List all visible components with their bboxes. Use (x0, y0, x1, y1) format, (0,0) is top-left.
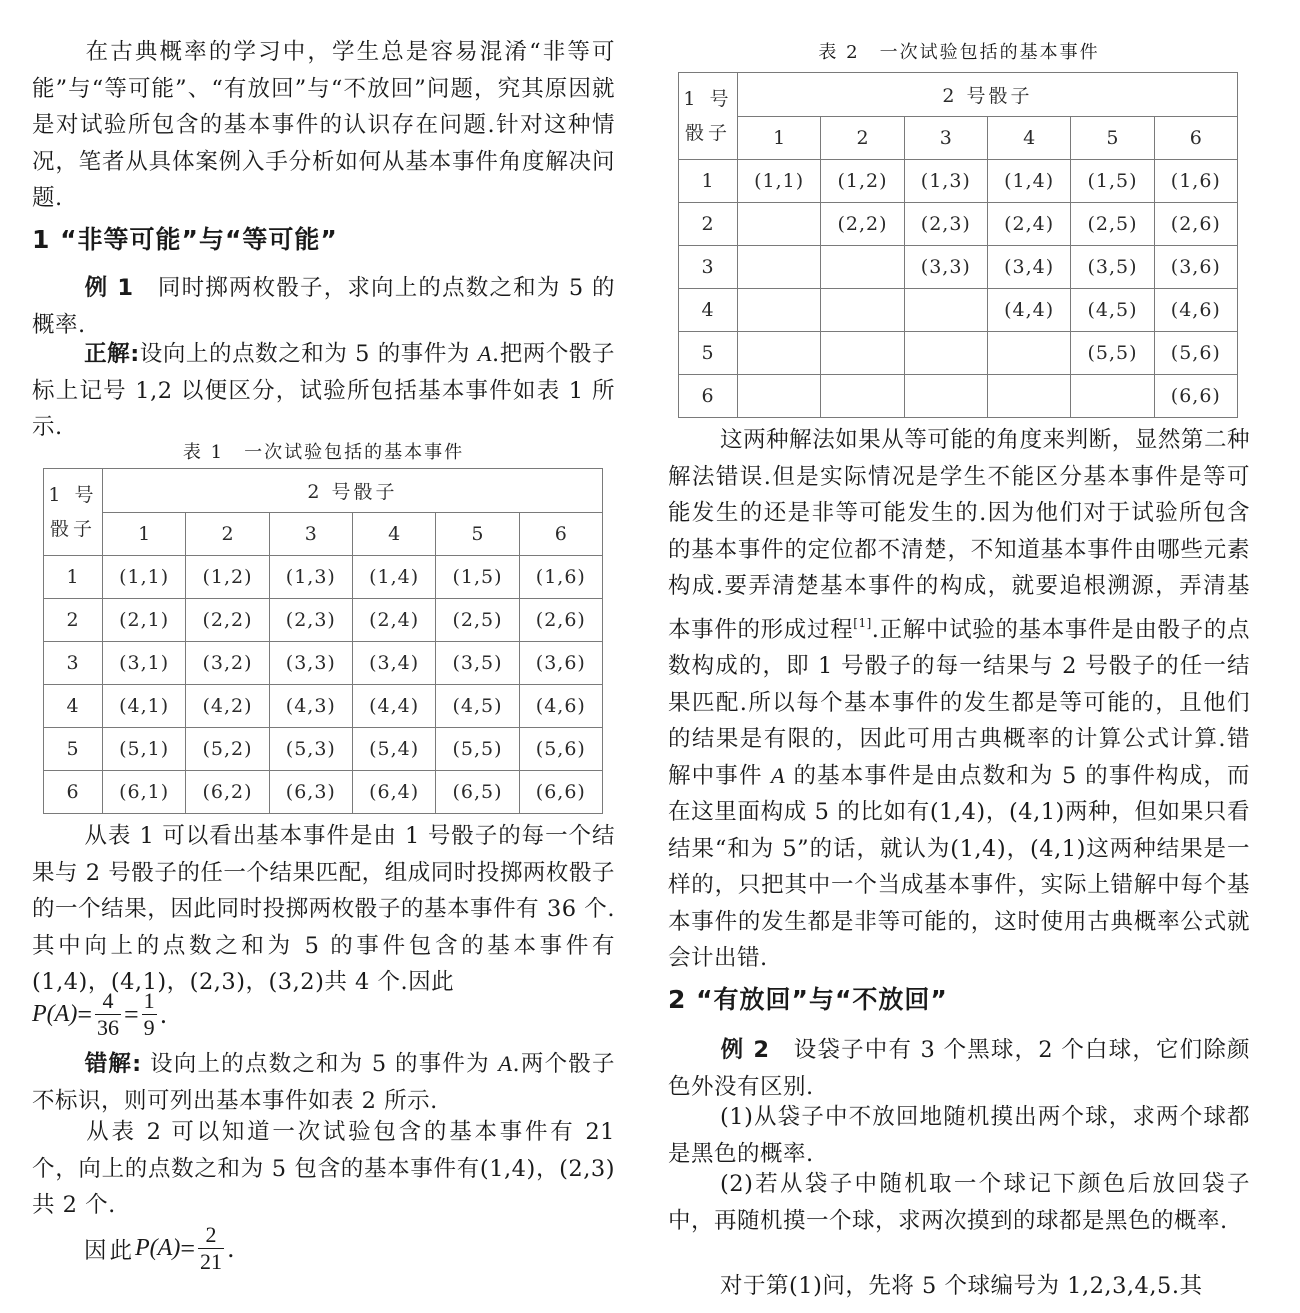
outcome-cell (738, 375, 821, 418)
table-row (679, 289, 1238, 332)
table-row (44, 642, 603, 685)
column-header: 2 (821, 117, 904, 160)
outcome-cell: (1,3) (904, 160, 987, 203)
outcome-cell: (5,3) (269, 728, 352, 771)
outcome-cell (738, 246, 821, 289)
column-header: 1 (738, 117, 821, 160)
table-1-analysis: 从表 1 可以看出基本事件是由 1 号骰子的每一个结果与 2 号骰子的任一个结果匹配，组成同时投掷两枚骰子的一个结果，因此同时投掷两枚骰子的基本事件有 36 个.其中向上的点数之和为 5 的事件包含的基本事件有(1,4)，(4,1)，(2,3)，(3,2)共 4 个.因此 (32, 823, 615, 995)
formula-probability-wrong: 因此 P(A) = $\frac{2}{21}$ . (84, 1222, 235, 1274)
outcome-cell: (4,4) (352, 685, 435, 728)
outcome-cell: (3,5) (436, 642, 519, 685)
fraction-1-9: $\frac{1}{9}$ (143, 988, 155, 1040)
row-header: 2 (679, 203, 738, 246)
outcome-cell: (4,6) (1154, 289, 1237, 332)
row-header: 1 (679, 160, 738, 203)
table-row (679, 375, 1238, 418)
column-header: 6 (519, 513, 602, 556)
outcome-cell: (5,4) (352, 728, 435, 771)
outcome-cell: (1,4) (352, 556, 435, 599)
outcome-cell (987, 375, 1070, 418)
table-2-caption: 表 2 一次试验包括的基本事件 (818, 42, 1100, 63)
row-header: 4 (44, 685, 103, 728)
row-header: 3 (44, 642, 103, 685)
section-1-title: 1 “非等可能”与“等可能” (32, 225, 338, 254)
corner-header: 1 号 骰子 (44, 469, 103, 556)
column-header: 2 (186, 513, 269, 556)
outcome-cell (1071, 375, 1154, 418)
correct-solution-label: 正解: (84, 341, 140, 367)
outcome-cell: (1,1) (103, 556, 186, 599)
column-header-row (44, 513, 603, 556)
intro-paragraph: 在古典概率的学习中，学生总是容易混淆“非等可能”与“等可能”、“有放回”与“不放回”问题，究其原因就是对试验所包含的基本事件的认识存在问题.针对这种情况，笔者从具体案例入手分析如何从基本事件角度解决问题. (32, 39, 615, 211)
question-2: (2)若从袋子中随机取一个球记下颜色后放回袋子中，再随机摸一个球，求两次摸到的球都是黑色的概率. (668, 1171, 1250, 1234)
outcome-cell: (2,1) (103, 599, 186, 642)
outcome-cell: (2,3) (269, 599, 352, 642)
outcome-cell: (1,4) (987, 160, 1070, 203)
outcome-cell (821, 375, 904, 418)
outcome-cell: (1,6) (519, 556, 602, 599)
outcome-cell: (3,2) (186, 642, 269, 685)
outcome-cell: (6,2) (186, 771, 269, 814)
example-1-label: 例 1 (84, 275, 134, 301)
table-row (679, 332, 1238, 375)
table-row (44, 728, 603, 771)
table-row (679, 246, 1238, 289)
table-row (44, 556, 603, 599)
outcome-cell: (2,4) (352, 599, 435, 642)
outcome-cell: (1,2) (821, 160, 904, 203)
fraction-2-21: $\frac{2}{21}$ (200, 1222, 222, 1274)
discussion-paragraph: 这两种解法如果从等可能的角度来判断，显然第二种解法错误.但是实际情况是学生不能区分基本事件是等可能发生的还是非等可能发生的.因为他们对于试验所包含的基本事件的定位都不清楚，不知道基本事件由哪些元素构成.要弄清楚基本事件的构成，就要追根溯源，弄清基本事件的形成过程[1].正解中试验的基本事件是由骰子的点数构成的，即 1 号骰子的每一结果与 2 号骰子的任一结果匹配.所以每个基本事件的发生都是等可能的，且他们的结果是有限的，因此可用古典概率的计算公式计算.错解中事件 A 的基本事件是由点数和为 5 的事件构成，而在这里面构成 5 的比如有(1,4)，(4,1)两种，但如果只看结果“和为 5”的话，就认为(1,4)，(4,1)这两种结果是一样的，只把其中一个当成基本事件，实际上错解中每个基本事件的发生都是非等可能的，这时使用古典概率公式就会计出错. (668, 427, 1250, 971)
outcome-cell: (1,2) (186, 556, 269, 599)
outcome-cell (821, 332, 904, 375)
outcome-cell: (2,5) (1071, 203, 1154, 246)
formula-probability-correct: P(A) = $\frac{4}{36}$ = $\frac{1}{9}$ . (32, 988, 168, 1040)
outcome-cell: (2,2) (821, 203, 904, 246)
outcome-cell: (3,5) (1071, 246, 1154, 289)
outcome-cell (987, 332, 1070, 375)
outcome-cell: (3,3) (269, 642, 352, 685)
table-row (44, 771, 603, 814)
column-header-row (679, 117, 1238, 160)
table-row (679, 160, 1238, 203)
example-2-label: 例 2 (720, 1037, 770, 1063)
outcome-cell: (4,3) (269, 685, 352, 728)
outcome-cell: (3,4) (987, 246, 1070, 289)
outcome-cell: (4,4) (987, 289, 1070, 332)
outcome-cell: (1,5) (436, 556, 519, 599)
citation-1[interactable]: [1] (853, 615, 872, 630)
outcome-cell: (5,5) (1071, 332, 1154, 375)
column-header: 5 (436, 513, 519, 556)
example-1: 例 1 同时掷两枚骰子，求向上的点数之和为 5 的概率. (32, 275, 615, 338)
outcome-cell: (4,6) (519, 685, 602, 728)
column-header: 4 (987, 117, 1070, 160)
outcome-cell: (1,5) (1071, 160, 1154, 203)
outcome-cell: (2,3) (904, 203, 987, 246)
row-header: 5 (679, 332, 738, 375)
outcome-cell: (6,4) (352, 771, 435, 814)
outcome-cell: (5,6) (1154, 332, 1237, 375)
outcome-cell: (4,5) (1071, 289, 1154, 332)
example-2: 例 2 设袋子中有 3 个黑球，2 个白球，它们除颜色外没有区别. (668, 1037, 1250, 1100)
row-header: 2 (44, 599, 103, 642)
outcome-cell: (2,2) (186, 599, 269, 642)
row-header: 6 (679, 375, 738, 418)
table-2-analysis: 从表 2 可以知道一次试验包含的基本事件有 21 个，向上的点数之和为 5 包含的基本事件有(1,4)，(2,3)共 2 个. (32, 1119, 615, 1218)
outcome-cell: (1,6) (1154, 160, 1237, 203)
answer-start: 对于第(1)问，先将 5 个球编号为 1,2,3,4,5.其 (720, 1273, 1203, 1299)
outcome-cell: (5,2) (186, 728, 269, 771)
column-header: 3 (904, 117, 987, 160)
outcome-cell: (3,6) (1154, 246, 1237, 289)
table-1 (43, 468, 603, 814)
correct-solution: 正解:设向上的点数之和为 5 的事件为 A.把两个骰子标上记号 1,2 以便区分，试验所包括基本事件如表 1 所示. (32, 341, 615, 440)
outcome-cell: (6,3) (269, 771, 352, 814)
table-2 (678, 72, 1238, 418)
outcome-cell: (1,1) (738, 160, 821, 203)
question-1: (1)从袋子中不放回地随机摸出两个球，求两个球都是黑色的概率. (668, 1104, 1250, 1167)
corner-header: 1 号 骰子 (679, 73, 738, 160)
outcome-cell: (5,1) (103, 728, 186, 771)
outcome-cell: (3,6) (519, 642, 602, 685)
column-header: 1 (103, 513, 186, 556)
table-row (679, 203, 1238, 246)
row-header: 5 (44, 728, 103, 771)
row-header: 4 (679, 289, 738, 332)
section-2-title: 2 “有放回”与“不放回” (668, 985, 948, 1014)
column-header: 4 (352, 513, 435, 556)
outcome-cell (904, 289, 987, 332)
table-row (44, 599, 603, 642)
column-header: 3 (269, 513, 352, 556)
row-header: 6 (44, 771, 103, 814)
table-row (44, 685, 603, 728)
outcome-cell: (2,6) (1154, 203, 1237, 246)
table-1-caption: 表 1 一次试验包括的基本事件 (182, 442, 465, 463)
outcome-cell (821, 289, 904, 332)
outcome-cell (821, 246, 904, 289)
outcome-cell (738, 332, 821, 375)
outcome-cell: (6,6) (519, 771, 602, 814)
row-header: 3 (679, 246, 738, 289)
outcome-cell (738, 203, 821, 246)
outcome-cell: (4,5) (436, 685, 519, 728)
row-header: 1 (44, 556, 103, 599)
outcome-cell: (2,6) (519, 599, 602, 642)
outcome-cell: (6,5) (436, 771, 519, 814)
outcome-cell: (6,1) (103, 771, 186, 814)
outcome-cell (904, 375, 987, 418)
outcome-cell (738, 289, 821, 332)
outcome-cell: (5,5) (436, 728, 519, 771)
outcome-cell: (2,5) (436, 599, 519, 642)
die-2-header: 2 号骰子 (103, 469, 603, 513)
fraction-4-36: $\frac{4}{36}$ (96, 988, 119, 1040)
outcome-cell: (3,3) (904, 246, 987, 289)
wrong-solution-label: 错解: (84, 1051, 142, 1077)
outcome-cell: (4,1) (103, 685, 186, 728)
outcome-cell: (1,3) (269, 556, 352, 599)
outcome-cell: (2,4) (987, 203, 1070, 246)
outcome-cell: (3,1) (103, 642, 186, 685)
outcome-cell: (5,6) (519, 728, 602, 771)
column-header: 5 (1071, 117, 1154, 160)
die-2-header: 2 号骰子 (738, 73, 1238, 117)
outcome-cell: (4,2) (186, 685, 269, 728)
outcome-cell (904, 332, 987, 375)
wrong-solution: 错解: 设向上的点数之和为 5 的事件为 A.两个骰子不标识，则可列出基本事件如表 2 所示. (32, 1051, 615, 1114)
column-header: 6 (1154, 117, 1237, 160)
outcome-cell: (3,4) (352, 642, 435, 685)
outcome-cell: (6,6) (1154, 375, 1237, 418)
